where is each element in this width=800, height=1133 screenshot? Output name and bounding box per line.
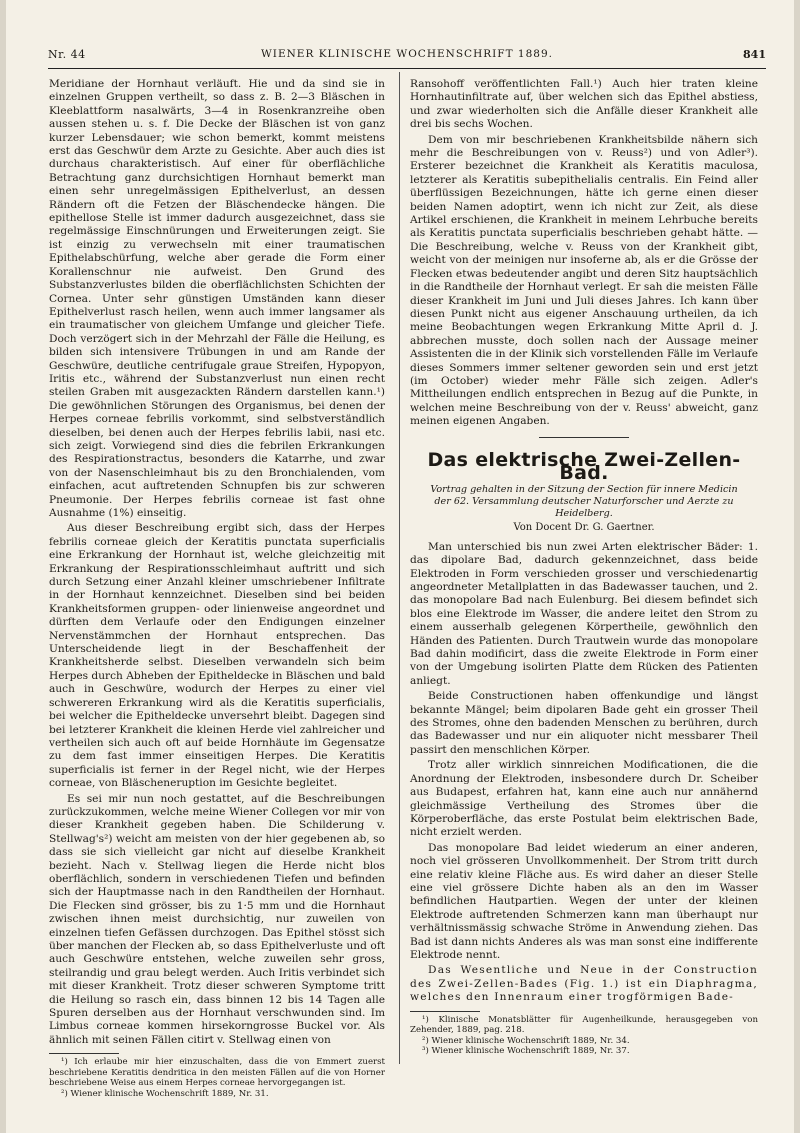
right-paragraph-5: Trotz aller wirklich sinnreichen Modificationen, die die Anordnung der Elektroden, insbesondere durch Dr. Scheiber aus Budapest, erfahren hat, kann eine auch nur annähernd gleichmässige Vertheilung des Stromes über die Körperoberfläche, das erste Postulat beim elektrischen Bade, nicht erzielt werden. [410,759,758,839]
left-column [49,78,385,1100]
right-footnote-1: ¹) Klinische Monatsblätter für Augenheilkunde, herausgegeben von Zehender, 1889, pag. 218. [410,1014,758,1036]
journal-page [6,0,794,1133]
right-paragraph-2: Dem von mir beschriebenen Krankheitsbilde nähern sich mehr die Beschreibungen von v. Reuss²) und von Adler³). Ersterer bezeichnet die Krankheit als Keratitis maculosa, letzterer als Keratitis subepithelialis centralis. Ein Feind aller überflüssigen Bezeichnungen, hätte ich gerne einen dieser beiden Namen adoptirt, wenn ich nicht zur Zeit, als diese Artikel erschienen, die Krankheit in meinem Lehrbuche bereits als Keratitis punctata superficialis beschrieben gehabt hätte. — Die Beschreibung, welche v. Reuss von der Krankheit gibt, weicht von der meinigen nur insoferne ab, als er die Grösse der Flecken etwas bedeutender angibt und deren Sitz hauptsächlich in die Randtheile der Hornhaut verlegt. Er sah die meisten Fälle dieser Krankheit im Juni und Juli dieses Jahres. Ich kann über diesen Punkt nicht aus eigener Anschauung urtheilen, da ich meine Beobachtungen wegen Erkrankung Mitte April d. J. abbrechen musste, doch sollen nach der Aussage meiner Assistenten die in der Klinik sich vorstellenden Fälle im Verlaufe dieses Sommers immer seltener geworden sein und erst jetzt (im October) wieder mehr Fälle sich zeigen. Adler's Mittheilungen endlich entsprechen in Bezug auf die Punkte, in welchen meine Beschreibung von der v. Reuss' abweicht, ganz meinen eigenen Angaben. [410,133,758,428]
issue-number: Nr. 44 [48,48,86,61]
column-divider [399,72,400,1064]
right-paragraph-6: Das monopolare Bad leidet wiederum an einer anderen, noch viel grösseren Unvollkommenheit. Der Strom tritt durch eine relativ kleine Fläche aus. Es wird daher an dieser Stelle eine viel grössere Dichte haben als an den im Wasser befindlichen Hautpartien. Wegen der unter der kleinen Elektrode auftretenden Schmerzen kann man überhaupt nur verhältnissmässig schwache Ströme in Anwendung ziehen. Das Bad ist dann nichts Anderes als was man sonst eine indifferente Elektrode nennt. [410,841,758,961]
article-author: Von Docent Dr. G. Gaertner. [513,522,655,534]
right-column [410,78,758,1057]
section-rule [539,437,629,438]
journal-title: WIENER KLINISCHE WOCHENSCHRIFT 1889. [261,48,553,60]
page-number: 841 [743,48,766,61]
page-header [48,46,766,66]
right-footnote-2: ²) Wiener klinische Wochenschrift 1889, Nr. 34. [422,1035,630,1046]
right-paragraph-3: Man unterschied bis nun zwei Arten elektrischer Bäder: 1. das dipolare Bad, dadurch gekennzeichnet, dass beide Elektroden in Form verschieden grosser und verschiedenartig angeordneter Metallplatten in das Badewasser tauchen, und 2. das monopolare Bad nach Eulenburg. Bei diesem befindet sich blos eine Elektrode im Wasser, die andere leitet den Strom zu einem ausserhalb gelegenen Körpertheile, gewöhnlich den Händen des Patienten. Durch Trautwein wurde das monopolare Bad dahin modificirt, dass die zweite Elektrode in Form einer von der Umgebung isolirten Platte dem Rücken des Patienten anliegt. [410,540,758,687]
right-paragraph-4: Beide Constructionen haben offenkundige und längst bekannte Mängel; beim dipolaren Bade geht ein grosser Theil des Stromes, ohne den badenden Menschen zu berühren, durch das Badewasser und nur ein aliquoter nicht messbarer Theil passirt den menschlichen Körper. [410,690,758,756]
footnote-rule-right [410,1011,480,1012]
right-paragraph-1: Ransohoff veröffentlichten Fall.¹) Auch hier traten kleine Hornhautinfiltrate auf, über welchen sich das Epithel abstiess, und zwar wiederholten sich die Anfälle dieser Krankheit alle drei bis sechs Wochen. [410,78,758,131]
article-title: Das elektrische Zwei-Zellen-Bad. [427,448,741,484]
left-paragraph-1: Meridiane der Hornhaut verläuft. Hie und da sind sie in einzelnen Gruppen vertheilt, so dass z. B. 2—3 Bläschen in Kleeblattform nasalwärts, 3—4 in Rosenkranzreihe oben aussen stehen u. s. f. Die Decke der Bläschen ist von ganz kurzer Lebensdauer; wie schon bemerkt, kommt meistens erst das Geschwür dem Arzte zu Gesichte. Aber auch dies ist durchaus charakteristisch. Auf einer für oberflächliche Betrachtung ganz durchsichtigen Hornhaut bemerkt man einen sehr unregelmässigen Epithelverlust, an dessen Rändern oft die Fetzen der Bläschendecke hängen. Die epithellose Stelle ist immer dadurch ausgezeichnet, dass sie regelmässige Einschnürungen und Erweiterungen zeigt. Sie ist einzig zu verwechseln mit einer traumatischen Epithelabschürfung, welche aber gerade die Form einer Korallenschnur nie aufweist. Den Grund des Substanzverlustes bilden die oberflächlichsten Schichten der Cornea. Unter sehr günstigen Umständen kann dieser Epithelverlust rasch heilen, wenn auch immer langsamer als ein traumatischer von gleichem Umfange und gleicher Tiefe. Doch verzögert sich in der Mehrzahl der Fälle die Heilung, es bilden sich intensivere Trübungen in und am Rande der Geschwüre, deutliche centrifugale graue Streifen, Hypopyon, Iritis etc., während der Substanzverlust nun einen recht steilen Graben mit ausgezackten Rändern darstellen kann.¹) Die gewöhnlichen Störungen des Organismus, bei denen der Herpes corneae febrilis vorkommt, sind selbstverständlich dieselben, bei denen auch der Herpes febrilis labii, nasi etc. sich zeigt. Vorwiegend sind dies die febrilen Erkrankungen des Respirationstractus, besonders die Katarrhe, und zwar von der Nasenschleimhaut bis zu den Bronchialenden, vom einfachen, acut auftretenden Schnupfen bis zur schweren Pneumonie. Der Herpes febrilis corneae ist fast ohne Ausnahme (1%) einseitig. [49,78,385,519]
right-footnote-3: ³) Wiener klinische Wochenschrift 1889, Nr. 37. [422,1046,630,1057]
footnote-rule [49,1053,119,1054]
left-footnote-2: ²) Wiener klinische Wochenschrift 1889, Nr. 31. [61,1089,269,1100]
left-footnote-1: ¹) Ich erlaube mir hier einzuschalten, dass die von Emmert zuerst beschriebene Keratitis dendritica in den meisten Fällen auf die von Horner beschriebene Weise aus einem Herpes corneae hervorgegangen ist. [49,1057,385,1089]
right-paragraph-7: Das Wesentliche und Neue in der Construction des Zwei-Zellen-Bades (Fig. 1.) ist ein Diaphragma, welches den Innenraum einer trogförmigen Bade- [410,964,758,1004]
header-rule [48,68,766,69]
left-paragraph-3: Es sei mir nun noch gestattet, auf die Beschreibungen zurückzukommen, welche meine Wiener Collegen vor mir von dieser Krankheit gegeben haben. Die Schilderung v. Stellwag's²) weicht am meisten von der hier gegebenen ab, so dass sie sich vielleicht gar nicht auf dieselbe Krankheit bezieht. Nach v. Stellwag liegen die Herde nicht blos oberflächlich, sondern in verschiedenen Tiefen und befinden sich der Hauptmasse nach in den Randtheilen der Hornhaut. Die Flecken sind grösser, bis zu 1·5 mm und die Hornhaut zwischen ihnen meist durchsichtig, nur zuweilen von einzelnen tiefen Gefässen durchzogen. Das Epithel stösst sich über manchen der Flecken ab, so dass Epithelverluste und oft auch Geschwüre entstehen, welche zuweilen sehr gross, steilrandig und grau belegt werden. Auch Iritis verbindet sich mit dieser Krankheit. Trotz dieser schweren Symptome tritt die Heilung so rasch ein, dass binnen 12 bis 14 Tagen alle Spuren derselben aus der Hornhaut verschwunden sind. Im Limbus corneae kommen hirsekorngrosse Buckel vor. Als ähnlich mit seinen Fällen citirt v. Stellwag einen von [49,792,385,1046]
article-subtitle: Vortrag gehalten in der Sitzung der Section für innere Medicin der 62. Versammlung deutscher Naturforscher und Aerzte zu Heidelberg. [430,484,738,520]
left-paragraph-2: Aus dieser Beschreibung ergibt sich, dass der Herpes febrilis corneae gleich der Keratitis punctata superficialis eine Erkrankung der Hornhaut ist, welche gleichzeitig mit Erkrankung der Respirationsschleimhaut auftritt und sich durch Setzung einer Anzahl kleiner umschriebener Infiltrate in der Hornhaut kennzeichnet. Dieselben sind bei beiden Krankheitsformen gruppen- oder linienweise angeordnet und dürften dem Verlaufe oder den Endigungen einzelner Nervenstämmchen der Hornhaut entsprechen. Das Unterscheidende liegt in der Beschaffenheit der Krankheitsherde selbst. Dieselben verwandeln sich beim Herpes durch Abheben der Epitheldecke in Bläschen und bald auch in Geschwüre, wodurch der Herpes zu einer viel schwereren Erkrankung wird als die Keratitis superficialis, bei welcher die Epitheldecke unversehrt bleibt. Dagegen sind bei letzterer Krankheit die kleinen Herde viel zahlreicher und vertheilen sich auch oft auf beide Hornhäute im Gegensatze zu dem fast immer einseitigen Herpes. Die Keratitis superficialis ist ferner in der Regel nicht, wie der Herpes corneae, von Bläscheneruption im Gesichte begleitet. [49,522,385,790]
